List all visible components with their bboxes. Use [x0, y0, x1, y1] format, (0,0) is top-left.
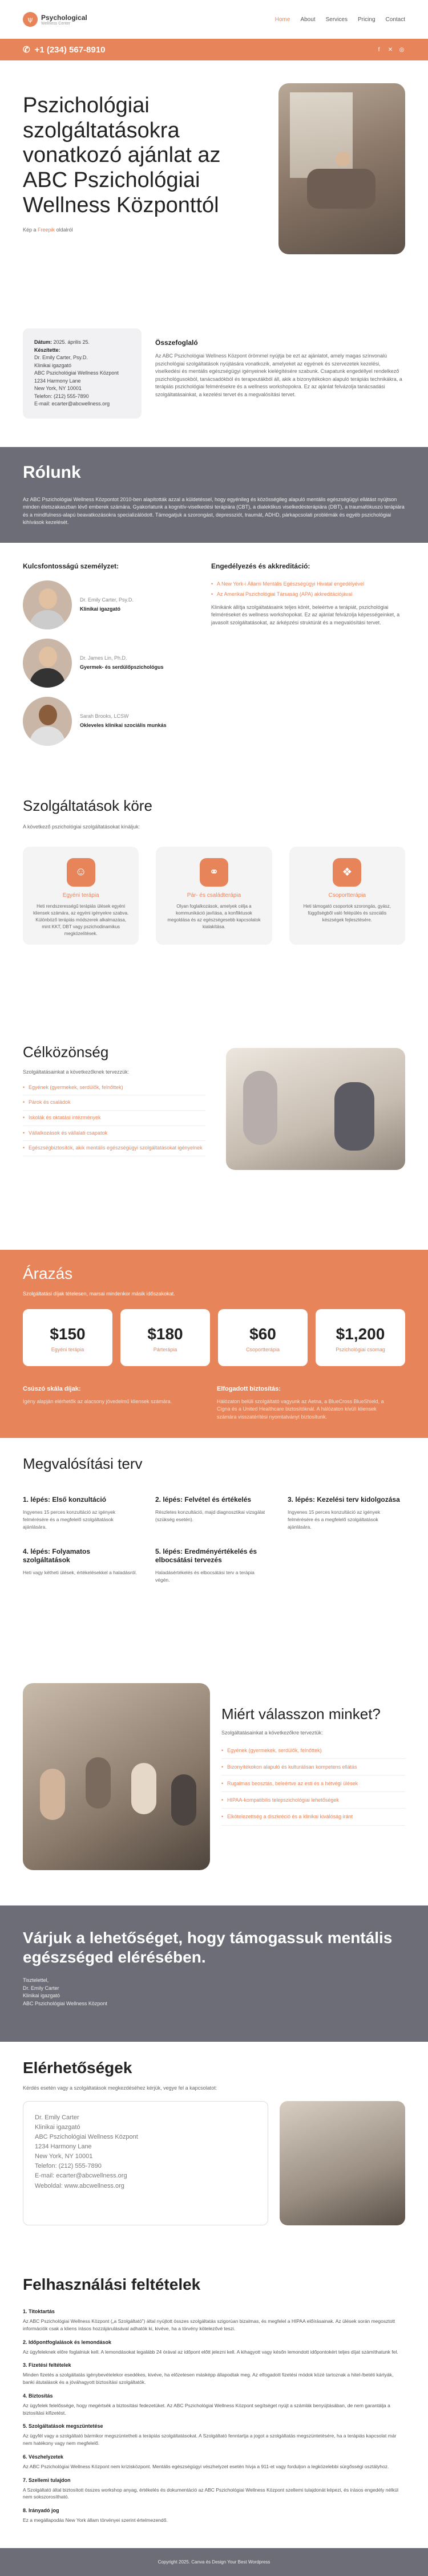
term-text: Az ügyfelek felelőssége, hogy megértsék a biztosítási fedezetüket. Az ABC Pszichológiai Wellness Központ segítséget nyújt a számlák benyújtásában, de nem garantálja a biztosítási kifizetést.	[23, 2402, 390, 2416]
accreditation-title: Engedélyezés és akkreditáció:	[211, 562, 310, 570]
step-title: 5. lépés: Eredményértékelés és elbocsátási tervezés	[155, 1547, 257, 1565]
prepared-by-card	[23, 328, 142, 419]
plan-section	[0, 1438, 428, 1683]
term-item	[23, 2454, 405, 2471]
accreditation-item: • A New York-i Állami Mentális Egészségügyi Hivatal engedélyével	[211, 580, 405, 588]
contact-section	[0, 2042, 428, 2276]
prepared-label: Készítette:	[34, 347, 60, 353]
nav-about[interactable]: About	[300, 16, 316, 23]
key-staff	[23, 562, 194, 782]
step-title: 4. lépés: Folyamatos szolgáltatások	[23, 1547, 91, 1565]
avatar	[23, 639, 72, 688]
term-text: Ez a megállapodás New York állam törvényei szerint értelmezendő.	[23, 2517, 168, 2524]
audience-section	[0, 1010, 428, 1250]
closing-line: Klinikai igazgató	[23, 1993, 60, 1999]
staff-title: Kulcsfontosságú személyzet:	[23, 562, 119, 570]
prepared-line: 1234 Harmony Lane	[34, 377, 81, 384]
date-label: Dátum:	[34, 339, 52, 345]
prepared-line: Telefon: (212) 555-7890	[34, 393, 89, 399]
hero-credit	[23, 227, 263, 233]
term-item	[23, 2477, 405, 2501]
contact-card	[23, 2101, 268, 2225]
terms-title: Felhasználási feltételek	[23, 2276, 201, 2294]
term-item	[23, 2423, 405, 2447]
why-section	[0, 1683, 428, 1905]
summary-title: Összefoglaló	[155, 339, 198, 347]
staff-role: Gyermek- és serdülőpszichológus	[80, 664, 164, 670]
price-card	[218, 1309, 308, 1366]
instagram-icon[interactable]: ◎	[399, 46, 405, 53]
audience-item: • Iskolák és oktatási intézmények	[23, 1111, 205, 1126]
why-lead: Szolgáltatásainkat a következőkre terveztük:	[221, 1729, 323, 1736]
phone-bar	[0, 39, 428, 60]
term-item	[23, 2309, 405, 2333]
pricing-title: Árazás	[23, 1264, 73, 1282]
why-item: • Egyének (gyermekek, serdülők, felnőttek)	[221, 1742, 405, 1759]
pricing-section	[0, 1250, 428, 1439]
audience-item: • Egészségbiztosítók, akik mentális egészségügyi szolgáltatásokat igényelnek	[23, 1141, 205, 1156]
x-icon[interactable]: ✕	[387, 46, 393, 53]
closing-line: ABC Pszichológiai Wellness Központ	[23, 2000, 107, 2006]
term-heading: 5. Szolgáltatások megszüntetése	[23, 2423, 103, 2429]
nav-pricing[interactable]: Pricing	[357, 16, 375, 23]
pricing-lead: Szolgáltatási díjak tételesen, marsai mindenkor másik időszakokat.	[23, 1290, 175, 1297]
services-section	[0, 782, 428, 1010]
plan-step	[155, 1547, 269, 1584]
why-item: • Bizonyítékokon alapuló és kulturálisan kompetens ellátás	[221, 1759, 405, 1775]
about-section	[0, 447, 428, 543]
price-amount: $1,200	[336, 1324, 385, 1343]
phone-number: +1 (234) 567-8910	[34, 44, 106, 55]
group-therapy-image	[23, 1683, 210, 1870]
logo-tagline: Wellness Center	[41, 21, 71, 26]
term-item	[23, 2362, 405, 2386]
credit-link[interactable]: Freepik	[38, 227, 55, 233]
prepared-line: Dr. Emily Carter, Psy.D.	[34, 355, 88, 360]
term-heading: 1. Titoktartás	[23, 2309, 55, 2315]
price-label: Pszichológiai csomag	[336, 1346, 385, 1352]
credit-suffix: oldalról	[56, 227, 73, 233]
summary-text: Az ABC Pszichológiai Wellness Központ örömmel nyújtja be ezt az ajánlatot, amely magas színvonalú pszichológiai szolgáltatások nyújtására vonatkozik, amelyeket az egyének és szervezetek kezelési, viselkedési és mentális egészségügyi igényeinek kielégítésére szabunk. Csapatunk engedéllyel rendelkező pszichológusokból, tanácsadókból és terapeutákból áll, akik a bizonyítékokon alapuló terápiás technikákra, a terápiás pszichológiai felmérésekre és a wellness workshopokra. Ez az ajánlat felvázolja tanácsadási szolgáltatásainkat, a kezelési tervet és a megvalósítási tervet.	[155, 353, 402, 397]
service-title: Csoportterápia	[328, 892, 366, 899]
footer: Copyright 2025. Canva és Design Your Best Wordpress	[0, 2548, 428, 2576]
audience-item: • Párok és családok	[23, 1095, 205, 1111]
term-text: Az ügyfél vagy a szolgáltató bármikor megszüntetheti a terápiás szolgáltatásokat. A Szolgáltató fenntartja a jogot a szolgáltatás megszüntetésére, ha a terápiás kapcsolat már nem hatékony vagy nem megfelelő.	[23, 2433, 397, 2447]
prepared-line: E-mail: ecarter@abcwellness.org	[34, 401, 110, 407]
about-text: Az ABC Pszichológiai Wellness Központot 2010-ben alapították azzal a küldetéssel, hogy egyénileg és közösségileg alapuló mentális egészségügyi ellátást nyújtson minden életszakaszban lévő emberek számára. Gyakorlatunk a kognitív-viselkedési terápiára (CBT), a dialektikus viselkedésterápiára (DBT), a traumafókuszú terápiára és a mindfulness-alapú beavatkozásokra specializálódott. Támogatjuk a szorongást, depressziót, traumát, ADHD, párkapcsolati problémák és egyéb pszichológiai kihívások kezelését.	[23, 496, 405, 525]
term-heading: 3. Fizetési feltételek	[23, 2362, 71, 2368]
staff-role: Okleveles klinikai szociális munkás	[80, 722, 167, 728]
closing-section	[0, 1905, 428, 2042]
avatar	[23, 580, 72, 629]
closing-line: Tisztelettel,	[23, 1977, 49, 1984]
staff-name: Dr. Emily Carter, Psy.D.	[80, 597, 134, 603]
credit-prefix: Kép a	[23, 227, 37, 233]
terms-section	[0, 2276, 428, 2548]
contact-lead: Kérdés esetén vagy a szolgáltatások megkezdéséhez kérjük, vegye fel a kapcsolatot:	[23, 2085, 217, 2091]
staff-name: Dr. James Lin, Ph.D.	[80, 655, 127, 661]
plan-step	[23, 1496, 137, 1530]
note-text: Hálózaton belüli szolgáltató vagyunk az Aetna, a BlueCross BlueShield, a Cigna és a United Healthcare biztosítóknál. A hálózaton kívüli kliensek számára visszatérítési nyomtatványt biztosítunk.	[217, 1398, 384, 1420]
contact-line: Klinikai igazgató	[35, 2124, 80, 2131]
person-icon: ☺	[67, 858, 95, 887]
price-amount: $180	[147, 1324, 183, 1343]
hero	[0, 60, 428, 328]
contact-image	[280, 2101, 405, 2225]
audience-item: • Vállalkozások és vállalati csapatok	[23, 1126, 205, 1141]
service-title: Pár- és családterápia	[187, 892, 241, 899]
step-text: Részletes konzultáció, majd diagnosztikai vizsgálat (szükség esetén).	[155, 1509, 265, 1522]
avatar	[23, 697, 72, 746]
services-title: Szolgáltatások köre	[23, 797, 152, 814]
step-text: Heti vagy kétheti ülések, értékelésekkel a haladásról.	[23, 1570, 137, 1576]
audience-item: • Egyének (gyermekek, serdülők, felnőttek)	[23, 1080, 205, 1096]
contact-line: 1234 Harmony Lane	[35, 2143, 92, 2151]
contact-title: Elérhetőségek	[23, 2059, 132, 2077]
note-title: Elfogadott biztosítás:	[217, 1385, 281, 1392]
plan-step	[23, 1547, 137, 1584]
hero-image	[278, 83, 405, 254]
service-card[interactable]	[289, 847, 405, 945]
contact-phone[interactable]: Telefon: (212) 555-7890	[35, 2163, 102, 2170]
step-text: Ingyenes 15 perces konzultáció az igények felmérésére és a megfelelő szolgáltatások ajánlására.	[23, 1509, 116, 1530]
top-nav	[0, 0, 428, 39]
prepared-line: New York, NY 10001	[34, 385, 82, 391]
term-item	[23, 2508, 405, 2524]
price-amount: $60	[249, 1324, 276, 1343]
staff-member	[23, 639, 194, 688]
logo-icon: ψ	[23, 12, 38, 27]
social-links	[375, 46, 405, 53]
service-text: Heti támogató csoportok szorongás, gyász, függőségből való felépülés és szociális készségek fejlesztésére.	[303, 903, 391, 923]
step-text: Haladásértékelés és elbocsátási terv a terápia végén.	[155, 1570, 255, 1583]
note-title: Csúszó skála díjak:	[23, 1385, 81, 1392]
term-heading: 4. Biztosítás	[23, 2392, 53, 2399]
hero-title: Pszichológiai szolgáltatásokra vonatkozó ajánlat az ABC Pszichológiai Wellness Központtól	[23, 94, 221, 217]
phone-link[interactable]	[23, 44, 105, 55]
term-item	[23, 2339, 405, 2356]
why-item: • Rugalmas beosztás, beleértve az esti és a hétvégi ülések	[221, 1775, 405, 1792]
group-icon: ❖	[333, 858, 361, 887]
plan-step	[155, 1496, 269, 1530]
proposal-info	[0, 328, 428, 419]
staff-section	[0, 543, 428, 782]
staff-name: Sarah Brooks, LCSW	[80, 713, 129, 720]
closing-title: Várjuk a lehetőséget, hogy támogassuk mentális egészséged elérésében.	[23, 1929, 393, 1966]
term-text: Minden fizetés a szolgáltatás igénybevételekor esedékes, kivéve, ha előzetesen másképp állapodtak meg. Az elfogadott fizetési módok közé tartoznak a hitel-/betéti kártyák, banki átutalások és a jóváhagyott biztosítási szolgáltatók.	[23, 2372, 394, 2386]
summary	[155, 328, 405, 419]
service-card[interactable]	[156, 847, 272, 945]
couple-icon: ⚭	[200, 858, 228, 887]
contact-website[interactable]: Weboldal: www.abcwellness.org	[35, 2182, 124, 2189]
note-text: Igény alapján elérhetők az alacsony jövedelmű kliensek számára.	[23, 1398, 172, 1404]
nav-services[interactable]: Services	[325, 16, 348, 23]
sliding-scale-note	[23, 1385, 194, 1421]
staff-member	[23, 697, 194, 746]
price-label: Egyéni terápia	[51, 1346, 84, 1352]
term-heading: 8. Irányadó jog	[23, 2508, 59, 2514]
accreditation-item: • Az Amerikai Pszichológiai Társaság (APA) akkreditációjával	[211, 591, 405, 598]
audience-title: Célközönség	[23, 1043, 109, 1061]
date-value: 2025. április 25.	[53, 339, 90, 345]
contact-line: Dr. Emily Carter	[35, 2114, 79, 2122]
closing-line: Dr. Emily Carter	[23, 1985, 59, 1991]
step-text: Ingyenes 15 perces konzultáció az igények felmérésére és a megfelelő szolgáltatások ajánlására.	[288, 1509, 381, 1530]
service-text: Heti rendszerességű terápiás ülések egyéni kliensek számára, az egyéni igényekre szabva. Különböző terápiás módszerek alkalmazása, mint KKT, DBT vagy pszichodinamikus megközelítések.	[33, 903, 129, 936]
accreditation-text: Klinikánk állítja szolgáltatásaink teljes körét, beleértve a terápiát, pszichológiai felméréseket és wellness workshopokat. Ez az ajánlat felvázolja képességeinket, a javasolt szolgáltatásokat, az árképzési struktúrát és a megvalósítási tervet.	[211, 604, 400, 625]
contact-line: ABC Pszichológiai Wellness Központ	[35, 2134, 138, 2141]
staff-member	[23, 580, 194, 629]
why-item: • Elkötelezettség a diszkréció és a klinikai kiválóság iránt	[221, 1809, 405, 1825]
term-text: Az ABC Pszichológiai Wellness Központ („a Szolgáltató”) által nyújtott összes szolgáltatás szigorúan bizalmas, és megfelel a HIPAA előírásainak. Az ülések során megosztott információk csak a kliens írásos hozzájárulásával adhatók ki, kivéve, ha a törvény kötelezővé teszi.	[23, 2318, 395, 2331]
price-amount: $150	[50, 1324, 86, 1343]
nav-contact[interactable]: Contact	[385, 16, 405, 23]
audience-image	[226, 1048, 405, 1170]
term-text: Az ügyfeleknek előre foglalniuk kell. A lemondásokat legalább 24 órával az időpont előtt jelezni kell. A kihagyott vagy későn lemondott időpontokért teljes díjat számíthatunk fel.	[23, 2349, 398, 2355]
prepared-line: ABC Pszichológiai Wellness Központ	[34, 370, 119, 376]
term-text: A Szolgáltató által biztosított összes workshop anyag, értékelés és dokumentáció az ABC Pszichológiai Wellness Központ szellemi tulajdonát képezi, és írásos engedély nélkül nem sokszorosítható.	[23, 2486, 399, 2500]
service-text: Olyan foglalkozások, amelyek célja a kommunikáció javítása, a konfliktusok megoldása és az egészségesebb kapcsolatok kialakítása.	[167, 903, 261, 929]
plan-title: Megvalósítási terv	[23, 1455, 143, 1472]
contact-email[interactable]: E-mail: ecarter@abcwellness.org	[35, 2172, 127, 2180]
step-title: 3. lépés: Kezelési terv kidolgozása	[288, 1496, 400, 1504]
service-card[interactable]	[23, 847, 139, 945]
price-card	[23, 1309, 112, 1366]
phone-icon: ✆	[23, 45, 30, 55]
staff-role: Klinikai igazgató	[80, 606, 121, 612]
price-card	[120, 1309, 210, 1366]
logo[interactable]	[23, 12, 87, 27]
accreditation	[211, 562, 405, 782]
term-heading: 7. Szellemi tulajdon	[23, 2477, 71, 2483]
term-heading: 6. Vészhelyzetek	[23, 2453, 64, 2460]
main-menu	[275, 17, 405, 23]
step-title: 1. lépés: Első konzultáció	[23, 1496, 107, 1504]
service-title: Egyéni terápia	[62, 892, 99, 899]
prepared-line: Klinikai igazgató	[34, 362, 72, 368]
services-lead: A következő pszichológiai szolgáltatásokat kínáljuk:	[23, 823, 140, 830]
why-item: • HIPAA-kompatibilis telepszichológiai lehetőségek	[221, 1792, 405, 1809]
insurance-note	[217, 1385, 388, 1421]
price-label: Párterápia	[153, 1346, 177, 1352]
price-card	[316, 1309, 405, 1366]
facebook-icon[interactable]: f	[378, 46, 380, 53]
audience-lead: Szolgáltatásainkat a következőknek tervezzük:	[23, 1068, 130, 1075]
about-title: Rólunk	[23, 462, 81, 482]
term-text: Az ABC Pszichológiai Wellness Központ nem krízisközpont. Mentális egészségügyi vészhelyzet esetén hívja a 911-et vagy forduljon a legközelebbi sürgősségi osztályhoz.	[23, 2463, 389, 2469]
plan-step	[288, 1496, 402, 1530]
step-title: 2. lépés: Felvétel és értékelés	[155, 1496, 252, 1504]
nav-home[interactable]: Home	[274, 16, 290, 23]
why-title: Miért válasszon minket?	[221, 1705, 381, 1722]
term-heading: 2. Időpontfoglalások és lemondások	[23, 2339, 112, 2345]
contact-line: New York, NY 10001	[35, 2153, 93, 2160]
term-item	[23, 2393, 405, 2417]
logo-name: Psychological	[41, 13, 87, 22]
price-label: Csoportterápia	[245, 1346, 280, 1352]
